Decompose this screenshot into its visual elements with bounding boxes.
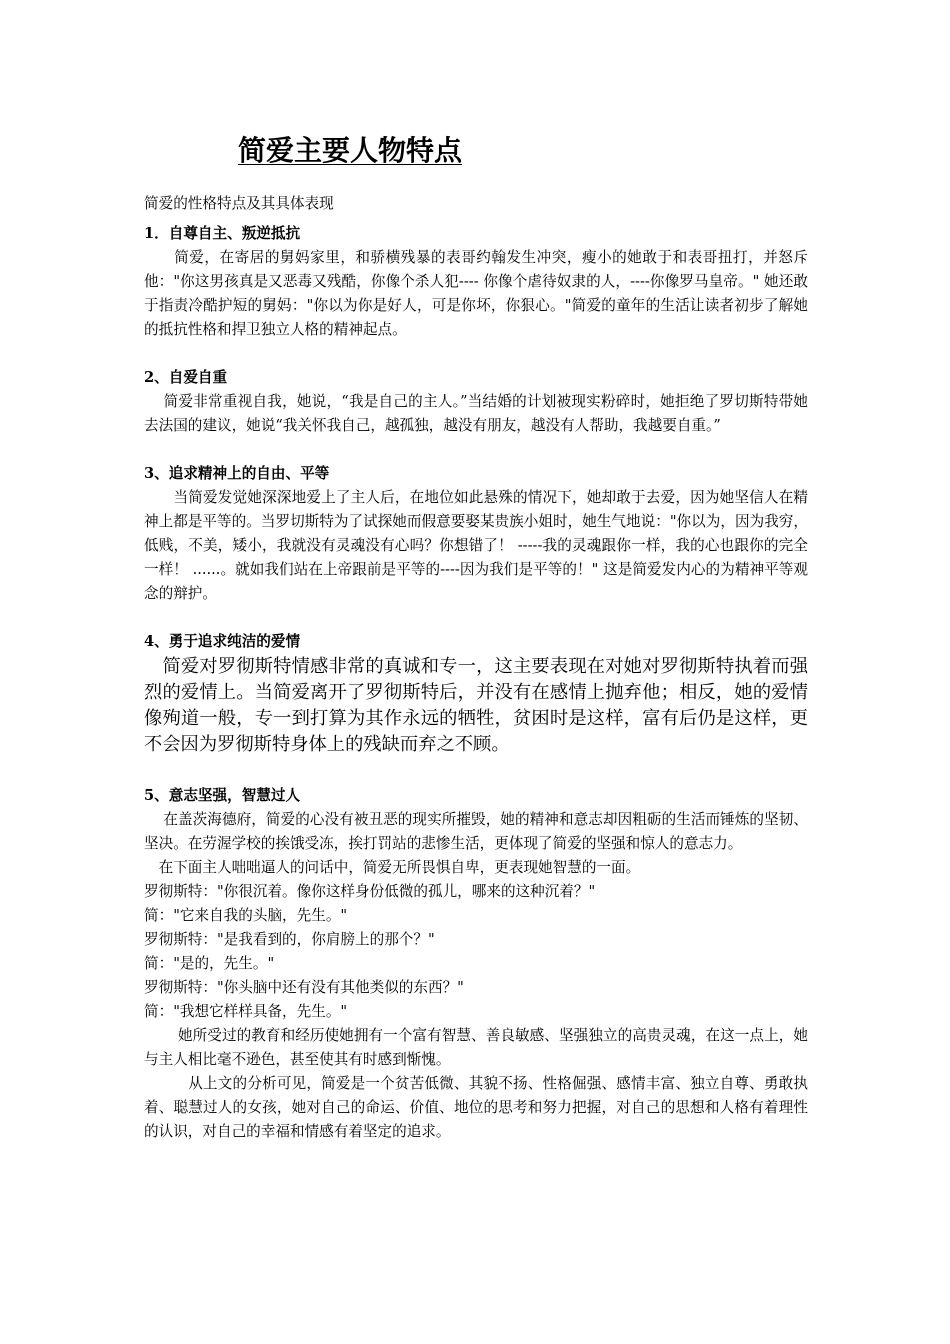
conclusion-paragraph: 从上文的分析可见，简爱是一个贫苦低微、其貌不扬、性格倔强、感情丰富、独立自尊、勇敢执着、聪慧过人的女孩，她对自己的命运、价值、地位的思考和努力把握，对自己的思想和人格有着理性的认识，对自己的幸福和情感有着坚定的追求。 <box>144 1075 808 1140</box>
section-heading: 4、勇于追求纯洁的爱情 <box>144 633 301 650</box>
section-paragraph: 简爱，在寄居的舅妈家里，和骄横残暴的表哥约翰发生冲突，瘦小的她敢于和表哥扭打，并怒斥他："你这男孩真是又恶毒又残酷，你像个杀人犯---- 你像个虐待奴隶的人，----你像罗马皇帝。" 她还敢于指责冷酷护短的舅妈："你以为你是好人，可是你坏，你狠心。"简爱的童年的生活让读者初步了解她的抵抗性格和捍卫独立人格的精神起点。 <box>144 249 808 338</box>
section-paragraph: 当简爱发觉她深深地爱上了主人后，在地位如此悬殊的情况下，她却敢于去爱，因为她坚信人在精神上都是平等的。当罗切斯特为了试探她而假意要娶某贵族小姐时，她生气地说："你以为，因为我穷，低贱，不美，矮小，我就没有灵魂没有心吗？你想错了！ -----我的灵魂跟你一样，我的心也跟你的完全一样！ ......。就如我们站在上帝跟前是平等的----因为我们是平等的！" 这是简爱发内心的为精神平等观念的辩护。 <box>144 489 808 602</box>
section-heading: 1．自尊自主、叛逆抵抗 <box>144 225 301 242</box>
document-body <box>144 192 808 1144</box>
section-1 <box>144 222 808 342</box>
dialogue-line: 简："它来自我的头脑，先生。" <box>144 907 348 924</box>
section-paragraph: 简爱非常重视自我，她说，“我是自己的主人。”当结婚的计划被现实粉碎时，她拒绝了罗切斯特带她去法国的建议，她说“我关怀我自己，越孤独，越没有朋友，越没有人帮助，我越要自重。” <box>144 393 808 434</box>
section-5 <box>144 784 808 1144</box>
dialogue-line: 罗彻斯特："你头脑中还有没有其他类似的东西？" <box>144 979 464 996</box>
section-heading: 3、追求精神上的自由、平等 <box>144 465 330 482</box>
section-heading: 5、意志坚强，智慧过人 <box>144 787 301 804</box>
section-large-paragraph: 简爱对罗彻斯特情感非常的真诚和专一，这主要表现在对她对罗彻斯特执着而强烈的爱情上。当简爱离开了罗彻斯特后，并没有在感情上抛弃他；相反，她的爱情像殉道一般，专一到打算为其作永远的牺牲，贫困时是这样，富有后仍是这样，更不会因为罗彻斯特身体上的残缺而弃之不顾。 <box>144 656 808 755</box>
document-title: 简爱主要人物特点 <box>238 134 463 167</box>
closing-paragraph: 她所受过的教育和经历使她拥有一个富有智慧、善良敏感、坚强独立的高贵灵魂，在这一点上，她与主人相比毫不逊色，甚至使其有时感到惭愧。 <box>144 1027 808 1068</box>
section-heading: 2、自爱自重 <box>144 369 228 386</box>
section-3 <box>144 462 808 606</box>
dialogue-line: 罗彻斯特："是我看到的，你肩膀上的那个？" <box>144 931 435 948</box>
section-4 <box>144 630 808 758</box>
section-paragraph: 在盖茨海德府，简爱的心没有被丑恶的现实所摧毁，她的精神和意志却因粗砺的生活而锤炼的坚韧、坚决。在劳渥学校的挨饿受冻，挨打罚站的悲惨生活，更体现了简爱的坚强和惊人的意志力。 <box>144 811 808 852</box>
section-2 <box>144 366 808 438</box>
subtitle: 简爱的性格特点及其具体表现 <box>144 195 334 212</box>
dialogue-intro: 在下面主人咄咄逼人的问话中，简爱无所畏惧自卑，更表现她智慧的一面。 <box>144 859 641 876</box>
dialogue-line: 简："我想它样样具备，先生。" <box>144 1003 348 1020</box>
dialogue-line: 罗彻斯特："你很沉着。像你这样身份低微的孤儿，哪来的这种沉着？" <box>144 883 596 900</box>
dialogue-line: 简："是的，先生。" <box>144 955 275 972</box>
